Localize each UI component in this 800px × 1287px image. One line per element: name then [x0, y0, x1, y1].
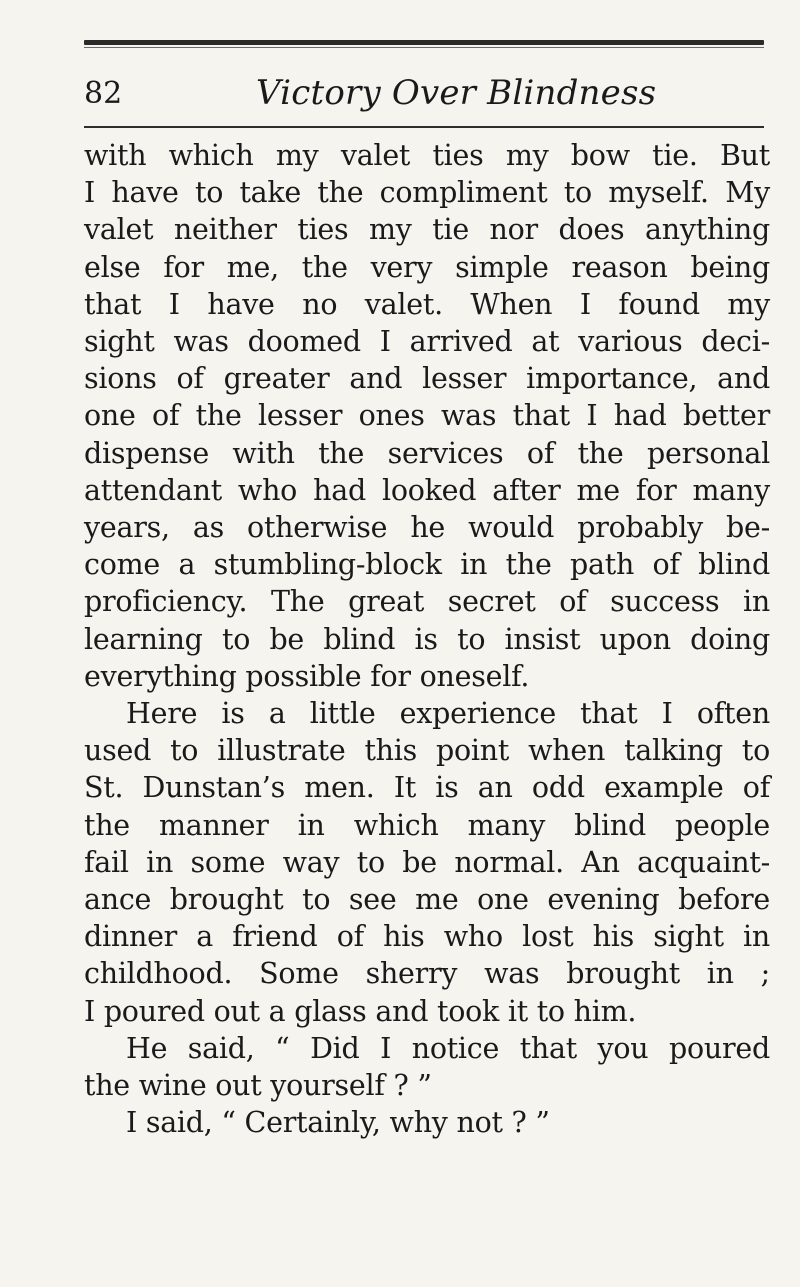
- top-decorative-rule: [84, 40, 764, 45]
- running-title: Victory Over Blindness: [256, 73, 657, 113]
- text-line: I have to take the compliment to myself. My: [84, 176, 770, 210]
- text-line: He said, “ Did I notice that you poured: [126, 1031, 770, 1065]
- text-line: learning to be blind is to insist upon doing: [84, 622, 770, 656]
- text-line: dispense with the services of the personal: [84, 436, 770, 470]
- text-line: I poured out a glass and took it to him.: [84, 994, 637, 1028]
- text-line: proficiency. The great secret of success in: [84, 585, 770, 619]
- text-line: attendant who had looked after me for many: [84, 473, 770, 507]
- text-line: with which my valet ties my bow tie. But: [84, 139, 770, 172]
- text-line: fail in some way to be normal. An acquaint-: [84, 845, 770, 879]
- text-line: valet neither ties my tie nor does anything: [84, 213, 770, 247]
- text-line: childhood. Some sherry was brought in ;: [84, 957, 770, 991]
- header-rule: [84, 126, 764, 128]
- text-line: used to illustrate this point when talking to: [84, 734, 770, 768]
- text-line: sight was doomed I arrived at various deci-: [84, 325, 770, 359]
- text-line: sions of greater and lesser importance, and: [84, 362, 770, 396]
- text-line: the wine out yourself ? ”: [84, 1069, 432, 1103]
- page-header: [84, 66, 764, 126]
- text-line: everything possible for oneself.: [84, 659, 530, 693]
- text-line: dinner a friend of his who lost his sight in: [84, 920, 770, 954]
- body-text: [84, 137, 770, 1141]
- text-line: that I have no valet. When I found my: [84, 287, 770, 321]
- text-line: years, as otherwise he would probably be-: [84, 511, 770, 545]
- text-line: else for me, the very simple reason being: [84, 250, 770, 284]
- text-line: come a stumbling-block in the path of blind: [84, 548, 770, 582]
- text-line: Here is a little experience that I often: [126, 697, 770, 731]
- text-line: one of the lesser ones was that I had better: [84, 399, 770, 433]
- text-line: I said, “ Certainly, why not ? ”: [126, 1106, 550, 1140]
- text-line: the manner in which many blind people: [84, 808, 770, 842]
- page-number: 82: [84, 76, 123, 111]
- text-line: ance brought to see me one evening before: [84, 883, 770, 917]
- text-line: St. Dunstan’s men. It is an odd example of: [84, 771, 770, 805]
